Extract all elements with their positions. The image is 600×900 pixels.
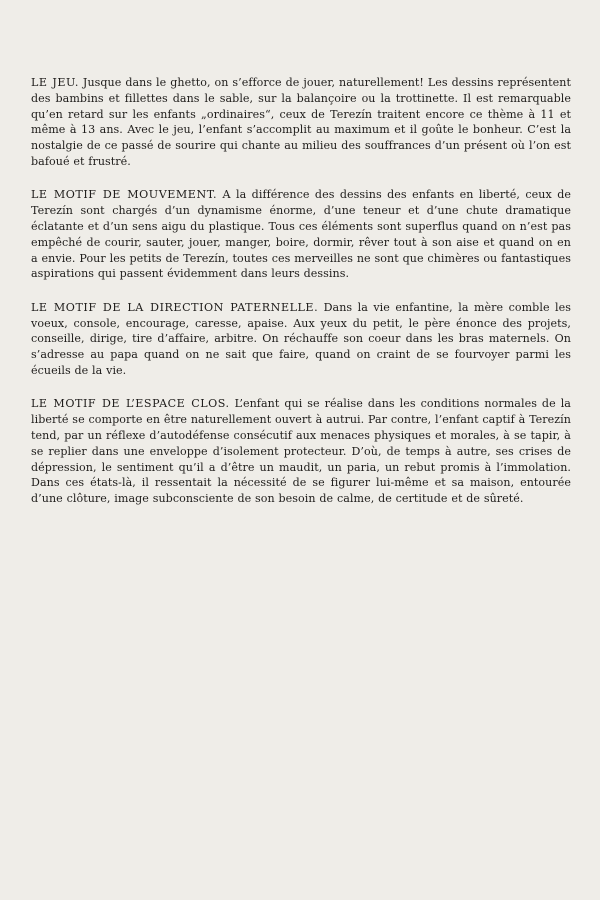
- paragraph-heading: LE JEU.: [31, 76, 79, 89]
- paragraph-body: A la différence des dessins des enfants en liberté, ceux de Terezín sont chargés d’un dynamisme énorme, d’une teneur et d’une chute dramatique éclatante et d’un sens aigu du plastique. Tous ces éléments sont superflus quand on n’est pas empêché de courir, sauter, jouer, manger, boire, dormir, rêver tout à son aise et quand on en a envie. Pour les petits de Terezín, toutes ces merveilles ne sont que chimères ou fantastiques aspirations qui passent évidemment dans leurs dessins.: [31, 188, 571, 281]
- paragraph-heading: LE MOTIF DE MOUVEMENT.: [31, 188, 218, 202]
- paragraph-espace-clos: [31, 396, 571, 507]
- paragraph-direction-paternelle: [31, 300, 571, 379]
- paragraph-mouvement: [31, 187, 571, 282]
- paragraph-jeu: [31, 75, 571, 170]
- paragraph-body: Jusque dans le ghetto, on s’efforce de jouer, naturellement! Les dessins représentent des bambins et fillettes dans le sable, sur la balançoire ou la trottinette. Il est remarquable qu’en retard sur les enfants „ordinaires“, ceux de Terezín traitent encore ce thème à 11 et même à 13 ans. Avec le jeu, l’enfant s’accomplit au maximum et il goûte le bonheur. C’est la nostalgie de ce passé de sourire qui chante au milieu des souffrances d’un présent où l’on est bafoué et frustré.: [31, 76, 571, 168]
- paragraph-body: L’enfant qui se réalise dans les conditions normales de la liberté se comporte en être naturellement ouvert à autrui. Par contre, l’enfant captif à Terezín tend, par un réflexe d’autodéfense consécutif aux menaces physiques et morales, à se tapir, à se replier dans une enveloppe d’isolement protecteur. D’où, de temps à autre, ses crises de dépression, le sentiment qu’il a d’être un maudit, un paria, un rebut promis à l’immolation. Dans ces états-là, il ressentait la nécessité de se figurer lui-même et sa maison, entourée d’une clôture, image subconsciente de son besoin de calme, de certitude et de sûreté.: [31, 397, 571, 506]
- paragraph-heading: LE MOTIF DE L’ESPACE CLOS.: [31, 397, 230, 411]
- text-block: [31, 75, 571, 507]
- paragraph-body: Dans la vie enfantine, la mère comble les voeux, console, encourage, caresse, apaise. Aux yeux du petit, le père énonce des projets, conseille, dirige, tire d’affaire, arbitre. On réchauffe son coeur dans les bras maternels. On s’adresse au papa quand on ne sait que faire, quand on craint de se fourvoyer parmi les écueils de la vie.: [31, 300, 571, 377]
- paragraph-heading: LE MOTIF DE LA DIRECTION PATERNELLE.: [31, 300, 319, 314]
